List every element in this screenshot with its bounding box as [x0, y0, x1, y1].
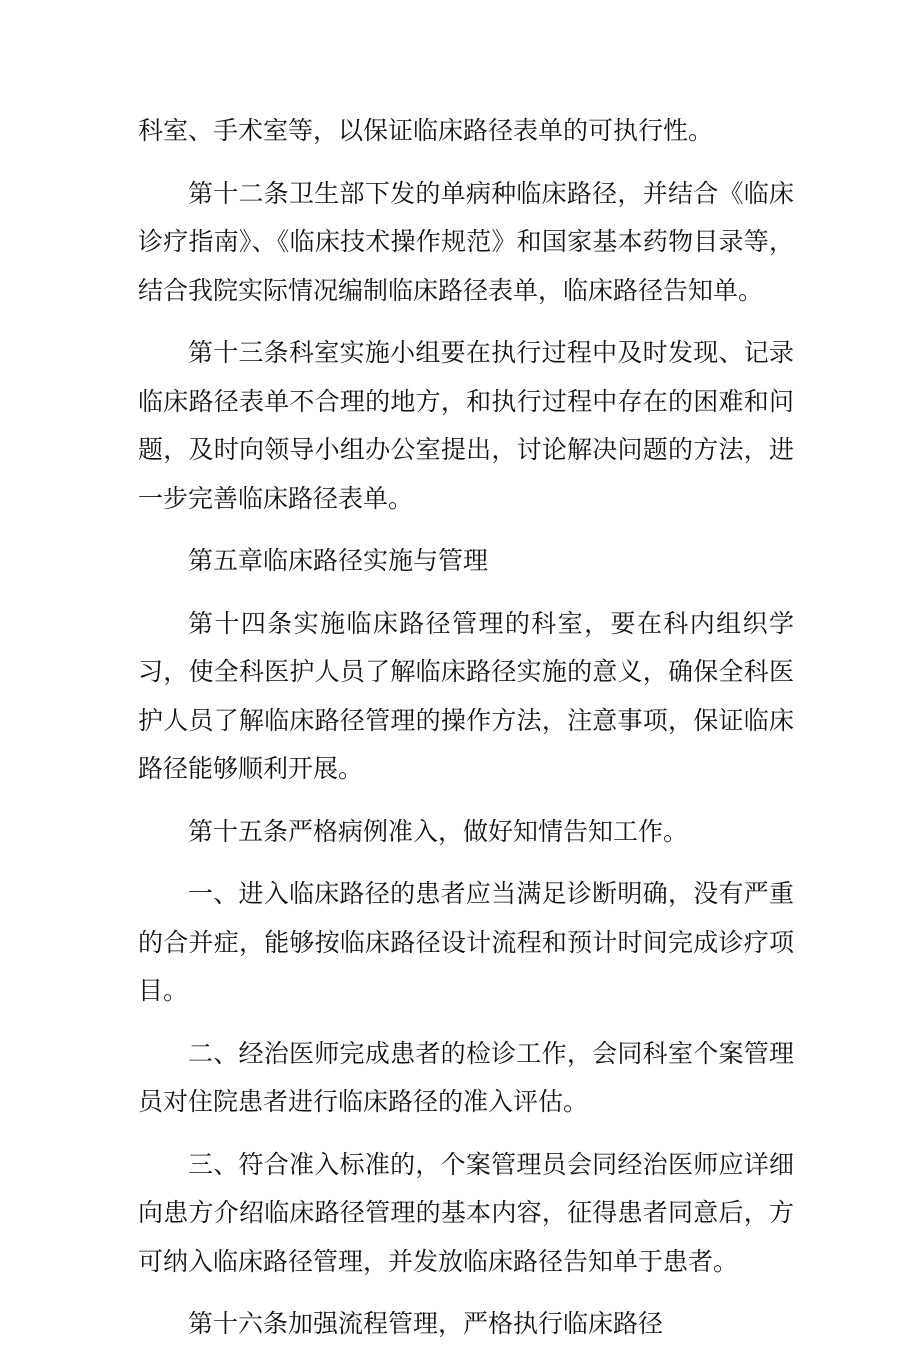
paragraph-item-3: 三、符合准入标准的，个案管理员会同经治医师应详细向患方介绍临床路径管理的基本内容，征得患者同意后，方可纳入临床路径管理，并发放临床路径告知单于患者。 [138, 1149, 794, 1276]
document-body [138, 107, 794, 1349]
paragraph-article-13: 第十三条科室实施小组要在执行过程中及时发现、记录临床路径表单不合理的地方，和执行过程中存在的困难和问题，及时向领导小组办公室提出，讨论解决问题的方法，进一步完善临床路径表单。 [138, 338, 794, 513]
paragraph-article-16: 第十六条加强流程管理，严格执行临床路径 [188, 1309, 664, 1338]
paragraph-article-12: 第十二条卫生部下发的单病种临床路径，并结合《临床诊疗指南》、《临床技术操作规范》和国家基本药物目录等，结合我院实际情况编制临床路径表单，临床路径告知单。 [138, 178, 794, 305]
chapter-heading: 第五章临床路径实施与管理 [188, 546, 489, 575]
paragraph-article-14: 第十四条实施临床路径管理的科室，要在科内组织学习，使全科医护人员了解临床路径实施的意义，确保全科医护人员了解临床路径管理的操作方法，注意事项，保证临床路径能够顺利开展。 [138, 608, 794, 783]
paragraph-article-15: 第十五条严格病例准入，做好知情告知工作。 [188, 816, 689, 846]
paragraph-continuation: 科室、手术室等，以保证临床路径表单的可执行性。 [138, 116, 714, 145]
paragraph-item-1: 一、进入临床路径的患者应当满足诊断明确，没有严重的合并症，能够按临床路径设计流程和预计时间完成诊疗项目。 [138, 879, 794, 1005]
paragraph-item-2: 二、经治医师完成患者的检诊工作，会同科室个案管理员对住院患者进行临床路径的准入评估。 [138, 1038, 794, 1116]
